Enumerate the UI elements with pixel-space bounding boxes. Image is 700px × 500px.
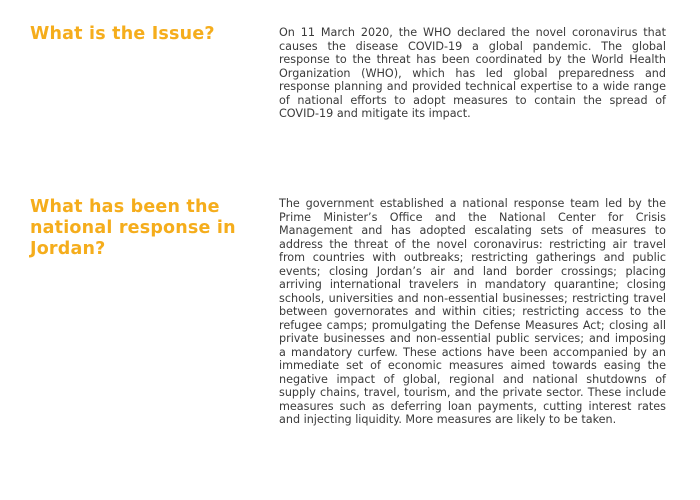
section-body: The government established a national response team led by the Prime Minister’s Office and the National Center for Crisis Management and has adopted escalating sets of measures to address the threat of the novel coronavirus: restricting air travel from countries with outbreaks; restricting gatherings and public events; closing Jordan’s air and land border crossings; placing arriving international travelers in mandatory quarantine; closing schools, universities and non-essential businesses; restricting travel between governorates and within cities; restricting access to the refugee camps; promulgating the Defense Measures Act; closing all private businesses and non-essential public services; and imposing a mandatory curfew. These actions have been accompanied by an immediate set of economic measures aimed towards easing the negative impact of global, regional and national shutdowns of supply chains, travel, tourism, and the private sector. These include measures such as deferring loan payments, cutting interest rates and injecting liquidity. More measures are likely to be taken.	[279, 197, 666, 426]
section-heading: What is the Issue?	[30, 24, 215, 44]
section-heading: What has been the national response in Jordan?	[30, 197, 236, 259]
section-body: On 11 March 2020, the WHO declared the novel coronavirus that causes the disease COVID-19 a global pandemic. The global response to the threat has been coordinated by the World Health Organization (WHO), which has led global preparedness and response planning and provided technical expertise to a wide range of national efforts to adopt measures to contain the spread of COVID-19 and mitigate its impact.	[279, 26, 666, 120]
